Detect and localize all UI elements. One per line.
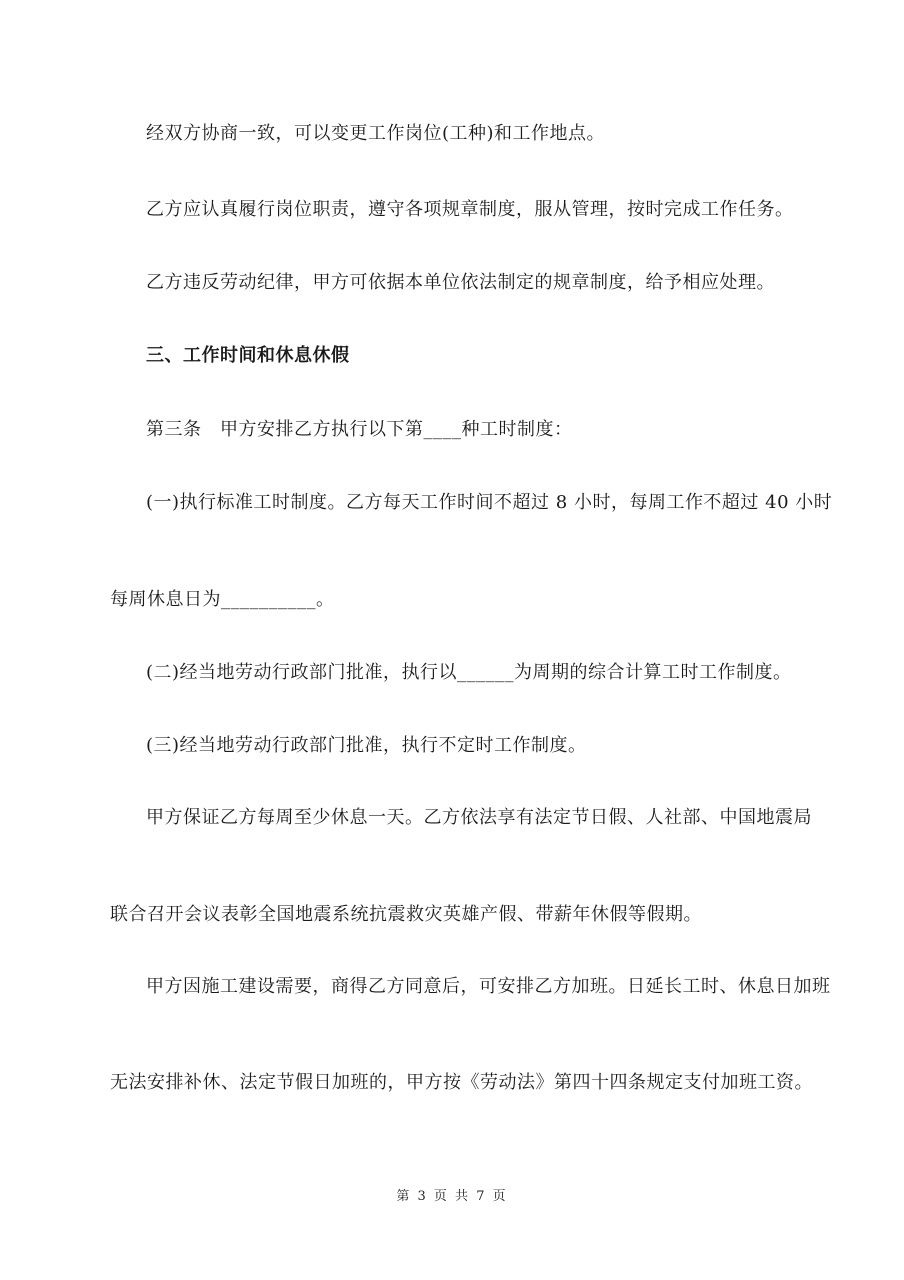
paragraph-line: (一)执行标准工时制度。乙方每天工作时间不超过 8 小时，每周工作不超过 40 小时 xyxy=(146,492,833,513)
paragraph-line: 联合召开会议表彰全国地震系统抗震救灾英雄产假、带薪年休假等假期。 xyxy=(110,904,702,925)
paragraph-line: 甲方因施工建设需要，商得乙方同意后，可安排乙方加班。日延长工时、休息日加班 xyxy=(146,976,831,997)
paragraph-line: 乙方违反劳动纪律，甲方可依据本单位依法制定的规章制度，给予相应处理。 xyxy=(146,272,775,293)
paragraph-line: (三)经当地劳动行政部门批准，执行不定时工作制度。 xyxy=(146,735,587,756)
paragraph-line: 乙方应认真履行岗位职责，遵守各项规章制度，服从管理，按时完成工作任务。 xyxy=(146,199,794,220)
article-line: 第三条 甲方安排乙方执行以下第____种工时制度： xyxy=(146,419,573,440)
page-number-footer: 第 3 页 共 7 页 xyxy=(396,1189,508,1204)
paragraph-line: 每周休息日为__________。 xyxy=(110,589,335,610)
paragraph-line: 经双方协商一致，可以变更工作岗位(工种)和工作地点。 xyxy=(146,123,606,144)
paragraph-line: 无法安排补休、法定节假日加班的，甲方按《劳动法》第四十四条规定支付加班工资。 xyxy=(110,1072,813,1093)
paragraph-line: (二)经当地劳动行政部门批准，执行以______为周期的综合计算工时工作制度。 xyxy=(146,662,792,683)
paragraph-line: 甲方保证乙方每周至少休息一天。乙方依法享有法定节日假、人社部、中国地震局 xyxy=(146,807,812,828)
section-heading: 三、工作时间和休息休假 xyxy=(146,345,350,366)
